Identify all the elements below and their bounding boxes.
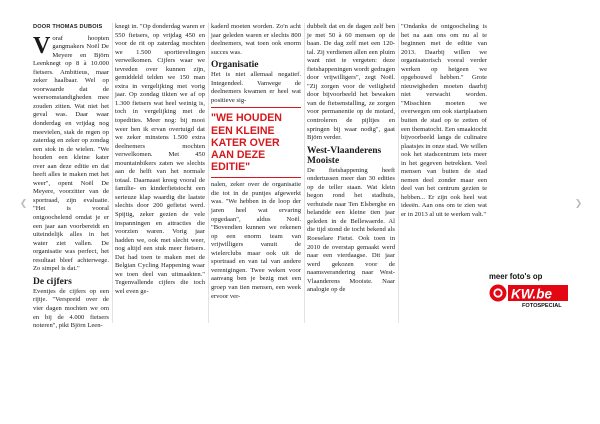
body-paragraph: "Ondanks de ontgoocheling is het na aan ons om nu al te beginnen met de editie van 2013. Daarbij willen we organisatorisch vooral verder werken op hetgeen we opgebouwd hebben." Grote nieuwigheden moeten daarbij niet verwacht worden. "Misschien moeten we overwegen om ook startplaatsen buiten de stad op te zetten of een thematocht. Een smaaktocht bijvoorbeeld langs de culinaire plaatsjes in onze stad. We willen ook het stadscentrum iets meer in het gegeven betrekken. Veel mensen van buiten de stad nemen deel zonder maar een deel van het centrum gezien te hebben... Er zijn ook heel wat ideeën. Aan ons om te zien wat er in 2013 al uit te werken valt." [401,23,487,219]
column-divider [398,23,399,323]
article-column-1 [33,23,109,330]
body-paragraph: Eventjes de cijfers op een rijtje. "Verspreid over de vier dagen mochten we om en bij de 4.000 fietsers noteren", pikt Björn Leen- [33,287,109,330]
logo-text: KW.be [511,286,552,302]
body-paragraph: kaderd moeten worden. Zo'n acht jaar geleden waren er slechts 800 deelnemers, wat toen ook enorm succes was. [211,23,301,56]
body-paragraph: De fietshappening heeft ondertussen meer dan 30 edities op de teller staan. Wat klein begon rond het stadhuis, verhuisde naar Ten Elsberghe en belandde een kleine tien jaar geleden in de Bellewaerde. Al die tijd stond de tocht bekend als Roeselare Fietst. Ook toen in 2010 de overstap gemaakt werd naar een vierdaagse. Dit jaar werd gekozen voor de naamsverandering naar West-Vlaanderens Mooiste. Naar analogie op de [307,166,395,294]
article-column-3 [211,23,301,323]
next-page-button[interactable] [575,197,582,211]
subheading-de-cijfers: De cijfers [33,276,72,287]
chevron-left-icon: ❮ [19,199,28,209]
column-divider [304,23,305,323]
column-divider [112,23,113,323]
subheading-organisatie: Organisatie [211,60,259,71]
article-column-4 [307,23,395,323]
dropcap: V [33,32,51,59]
chevron-right-icon: ❯ [574,199,583,209]
body-paragraph: nalen, zeker over de organisatie die tot in de puntjes afgewerkt was. "We hebben in de loop der jaren heel wat ervaring opgedaan", aldus Noël. "Bovendien kunnen we rekenen op een enorm team van vrijwilligers vanuit de wielerclubs maar ook uit de sportraad en van tal van andere verenigingen. Twee weken voor aanvang ben je bezig met een groep van tien mensen, een week ervoor ver- [211,181,301,300]
kw-logo [489,282,571,308]
subheading-west-vlaanderens-mooiste: West-Vlaanderens Mooiste [307,145,382,166]
logo-subtext: FOTOSPECIAL [522,303,562,309]
pull-quote: "WE HOUDEN EEN KLEINE KATER OVER AAN DEZE EDITIE" [211,107,301,178]
lead-text: oraf hoopten gangmakers Noël De Meyere en Björn Leenknegt op 8 à 10.000 fietsers. Ambitieus, maar zeker haalbaar. Wel op voorwaarde dat de weersomstandigheden mee zouden zitten. Wat niet het geval was. Daar waar donderdag en vrijdag nog meevielen, stak de regen op zaterdag en zeker op zondag een stok in de wielen. "We houden een kleine kater over aan deze editie en dat heeft alles te maken met het weer", opent Noël De Meyere, voorzitter van de sportraad, zijn evaluatie. "Het is vooral ontgoochelend omdat je er een jaar aan voorbereidt en uiteindelijk alles in het water ziet vallen. De organisatie was perfect, het resultaat bleef achterwege. Zo simpel is dat." [33,34,109,273]
prev-page-button[interactable] [20,197,27,211]
lead-paragraph [33,32,109,274]
body-paragraph: Het is niet allemaal negatief. Integendeel. Vanwege de deelnemers kwamen er heel wat positieve sig- [211,71,301,104]
body-paragraph: knegt in. "Op donderdag waren er 550 fietsers, op vrijdag 450 en voor de rit op zaterdag mochten we 1.500 sportievelingen verwelkomen. Cijfers waar we tevreden over kunnen zijn, gemiddeld telden we 150 man extra in vergelijking met vorig jaar. Op zondag tikten we af op 1.300 fietsers wat heel weinig is, toch in vergelijking met de topedities. Meer nog: bij mooi weer ben ik ervan overtuigd dat we zeker minstens 1.500 extra deelnemers mochten verwelkomen. Met 450 mountainbikers zaten we slechts aan de helft van het normale totaal. Daarnaast kreeg vooral de familie- en kinderfietstocht een serieuze klap waardig die laatste slechts door 200 gefietst werd. Spijtig, zeker gezien de vele inspanningen en attracties die voorzien waren. Vorig jaar hadden we, ook met slecht weer, nog altijd een stuk meer fietsers. Dat had toen te maken met de Belgian Cycling Happening waar we toen deel van uitmaakten." Tegenvallende cijfers die toch wel even ge- [115,23,205,295]
column-divider [208,23,209,323]
article-column-5 [401,23,487,273]
body-paragraph: dubbelt dat en de dagen zelf ben je met 50 à 60 mensen op de baan. De dag zelf met een 120-tal. Zij verdienen allen een pluim want niet te vergeten: deze fietshappeningen wordt gedragen door vrijwilligers", zegt Noël. "Zij zorgen voor de veiligheid door bijvoorbeeld het bewaken van de fietsenstalling, ze zorgen voor permanentie op de motard, controleren de pijltjes en springen bij waar nodig", gaat Björn verder. [307,23,395,142]
promo-caption: meer foto's op [489,272,543,281]
article-column-2 [115,23,205,323]
byline: DOOR THOMAS DUBOIS [33,24,103,30]
kw-fotospecial-promo[interactable] [489,272,569,312]
